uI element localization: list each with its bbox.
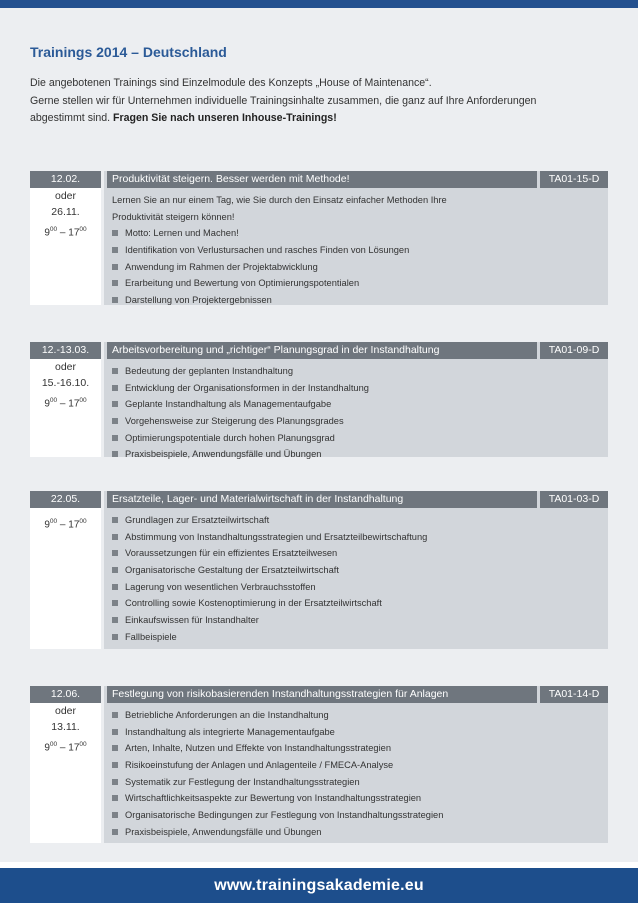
square-bullet-icon bbox=[112, 368, 118, 374]
topic-text: Arten, Inhalte, Nutzen und Effekte von Instandhaltungsstrategien bbox=[125, 743, 392, 754]
date-column bbox=[30, 342, 104, 457]
time-sep: – bbox=[57, 742, 69, 754]
training-title: Produktivität steigern. Besser werden mit Methode! bbox=[107, 171, 537, 188]
topic-item bbox=[112, 579, 602, 596]
time-end-sup: 00 bbox=[79, 518, 87, 525]
topic-text: Einkaufswissen für Instandhalter bbox=[125, 615, 259, 626]
training-title: Arbeitsvorbereitung und „richtiger“ Planungsgrad in der Instandhaltung bbox=[107, 342, 537, 359]
time-sep: – bbox=[57, 519, 69, 531]
topic-item bbox=[112, 225, 602, 242]
time-range bbox=[30, 397, 101, 409]
topic-item bbox=[112, 724, 602, 741]
topic-item bbox=[112, 529, 602, 546]
square-bullet-icon bbox=[112, 745, 118, 751]
time-end: 17 bbox=[68, 742, 80, 754]
training-content bbox=[107, 491, 608, 649]
training-code: TA01-15-D bbox=[540, 171, 608, 188]
date-primary: 12.-13.03. bbox=[30, 342, 101, 359]
topic-item bbox=[112, 396, 602, 413]
square-bullet-icon bbox=[112, 297, 118, 303]
topic-text: Controlling sowie Kostenoptimierung in der Ersatzteilwirtschaft bbox=[125, 598, 382, 609]
square-bullet-icon bbox=[112, 264, 118, 270]
training-content bbox=[107, 342, 608, 460]
training-content bbox=[107, 686, 608, 843]
topic-item bbox=[112, 824, 602, 841]
time-end: 17 bbox=[68, 519, 80, 531]
topic-item bbox=[112, 292, 602, 309]
square-bullet-icon bbox=[112, 418, 118, 424]
topic-text: Vorgehensweise zur Steigerung des Planungsgrades bbox=[125, 416, 344, 427]
page-title: Trainings 2014 – Deutschland bbox=[30, 44, 227, 60]
training-topics bbox=[112, 707, 602, 841]
topic-text: Produktivität steigern können! bbox=[112, 211, 235, 222]
time-start-sup: 00 bbox=[49, 741, 58, 748]
training-content bbox=[107, 171, 608, 305]
time-range bbox=[30, 226, 101, 238]
square-bullet-icon bbox=[112, 567, 118, 573]
topic-text: Lagerung von wesentlichen Verbrauchsstoffen bbox=[125, 581, 316, 592]
top-accent-bar bbox=[0, 0, 638, 8]
description-line bbox=[112, 209, 602, 226]
date-column bbox=[30, 171, 104, 305]
topic-text: Lernen Sie an nur einem Tag, wie Sie durch den Einsatz einfacher Methoden Ihre bbox=[112, 195, 447, 205]
topic-text: Identifikation von Verlustursachen und rasches Finden von Lösungen bbox=[125, 245, 410, 256]
time-end-sup: 00 bbox=[79, 741, 87, 748]
square-bullet-icon bbox=[112, 401, 118, 407]
topic-item bbox=[112, 363, 602, 380]
date-alternative: 15.-16.10. bbox=[41, 377, 90, 389]
footer-bar bbox=[0, 868, 638, 903]
square-bullet-icon bbox=[112, 584, 118, 590]
date-primary: 22.05. bbox=[30, 491, 101, 508]
time-end-sup: 00 bbox=[79, 397, 87, 404]
square-bullet-icon bbox=[112, 634, 118, 640]
topic-text: Betriebliche Anforderungen an die Instandhaltung bbox=[125, 710, 329, 720]
square-bullet-icon bbox=[112, 247, 118, 253]
square-bullet-icon bbox=[112, 280, 118, 286]
topic-item bbox=[112, 740, 602, 757]
topic-item bbox=[112, 707, 602, 724]
date-alternative: 26.11. bbox=[51, 206, 80, 218]
time-start: 9 bbox=[44, 398, 50, 410]
topic-item bbox=[112, 757, 602, 774]
topic-item bbox=[112, 629, 602, 646]
topic-item bbox=[112, 595, 602, 612]
training-block bbox=[30, 171, 608, 305]
topic-item bbox=[112, 790, 602, 807]
topic-item bbox=[112, 413, 602, 430]
topic-item bbox=[112, 774, 602, 791]
square-bullet-icon bbox=[112, 779, 118, 785]
square-bullet-icon bbox=[112, 729, 118, 735]
description-line bbox=[112, 192, 602, 209]
topic-text: Geplante Instandhaltung als Managementaufgabe bbox=[125, 399, 332, 410]
square-bullet-icon bbox=[112, 550, 118, 556]
square-bullet-icon bbox=[112, 435, 118, 441]
topic-item bbox=[112, 430, 602, 447]
intro-line-3-plain: abgestimmt sind. bbox=[30, 112, 111, 124]
topic-item bbox=[112, 612, 602, 629]
intro-line-3 bbox=[30, 110, 610, 128]
square-bullet-icon bbox=[112, 600, 118, 606]
square-bullet-icon bbox=[112, 517, 118, 523]
training-topics bbox=[112, 512, 602, 646]
time-sep: – bbox=[57, 227, 69, 239]
topic-text: Instandhaltung als integrierte Managementaufgabe bbox=[125, 726, 335, 737]
time-end: 17 bbox=[68, 227, 80, 239]
date-primary: 12.06. bbox=[30, 686, 101, 703]
topic-item bbox=[112, 242, 602, 259]
inhouse-callout: Fragen Sie nach unseren Inhouse-Trainings! bbox=[113, 112, 337, 124]
topic-text: Organisatorische Gestaltung der Ersatzteilwirtschaft bbox=[125, 565, 339, 576]
time-end: 17 bbox=[68, 398, 80, 410]
topic-item bbox=[112, 562, 602, 579]
intro-text bbox=[30, 75, 610, 128]
square-bullet-icon bbox=[112, 617, 118, 623]
square-bullet-icon bbox=[112, 534, 118, 540]
training-block bbox=[30, 686, 608, 843]
time-start-sup: 00 bbox=[49, 518, 58, 525]
date-separator: oder bbox=[54, 705, 76, 717]
time-start-sup: 00 bbox=[49, 226, 58, 233]
time-sep: – bbox=[57, 398, 69, 410]
square-bullet-icon bbox=[112, 230, 118, 236]
topic-text: Anwendung im Rahmen der Projektabwicklung bbox=[125, 261, 318, 272]
topic-text: Abstimmung von Instandhaltungsstrategien und Ersatzteilbewirtschaftung bbox=[125, 531, 428, 542]
website-link[interactable]: www.trainingsakademie.eu bbox=[214, 876, 424, 894]
square-bullet-icon bbox=[112, 795, 118, 801]
training-code: TA01-14-D bbox=[540, 686, 608, 703]
intro-line-2: Gerne stellen wir für Unternehmen individuelle Trainingsinhalte zusammen, die ganz auf Ihre Anforderungen bbox=[30, 94, 537, 107]
date-column bbox=[30, 491, 104, 649]
square-bullet-icon bbox=[112, 712, 118, 718]
training-block bbox=[30, 491, 608, 649]
topic-item bbox=[112, 446, 602, 463]
topic-item bbox=[112, 512, 602, 529]
topic-item bbox=[112, 275, 602, 292]
topic-text: Bedeutung der geplanten Instandhaltung bbox=[125, 366, 294, 376]
time-start: 9 bbox=[44, 227, 50, 239]
topic-text: Optimierungspotentiale durch hohen Planungsgrad bbox=[125, 432, 335, 443]
date-separator: oder bbox=[54, 190, 76, 202]
training-title: Festlegung von risikobasierenden Instandhaltungsstrategien für Anlagen bbox=[107, 686, 537, 703]
training-topics bbox=[112, 192, 602, 309]
topic-text: Grundlagen zur Ersatzteilwirtschaft bbox=[125, 515, 270, 525]
date-column bbox=[30, 686, 104, 843]
time-start: 9 bbox=[44, 742, 50, 754]
topic-text: Praxisbeispiele, Anwendungsfälle und Übungen bbox=[125, 826, 322, 837]
time-range bbox=[30, 741, 101, 753]
topic-text: Voraussetzungen für ein effizientes Ersatzteilwesen bbox=[125, 548, 338, 559]
topic-text: Systematik zur Festlegung der Instandhaltungsstrategien bbox=[125, 776, 360, 787]
topic-text: Darstellung von Projektergebnissen bbox=[125, 295, 272, 306]
topic-text: Risikoeinstufung der Anlagen und Anlagenteile / FMECA-Analyse bbox=[125, 760, 394, 771]
topic-item bbox=[112, 259, 602, 276]
square-bullet-icon bbox=[112, 762, 118, 768]
date-primary: 12.02. bbox=[30, 171, 101, 188]
topic-item bbox=[112, 545, 602, 562]
square-bullet-icon bbox=[112, 812, 118, 818]
intro-line-1: Die angebotenen Trainings sind Einzelmodule des Konzepts „House of Maintenance“. bbox=[30, 77, 432, 89]
training-title: Ersatzteile, Lager- und Materialwirtschaft in der Instandhaltung bbox=[107, 491, 537, 508]
topic-text: Organisatorische Bedingungen zur Festlegung von Instandhaltungsstrategien bbox=[125, 810, 444, 821]
training-code: TA01-09-D bbox=[540, 342, 608, 359]
time-start: 9 bbox=[44, 519, 50, 531]
topic-text: Praxisbeispiele, Anwendungsfälle und Übungen bbox=[125, 449, 322, 460]
training-block bbox=[30, 342, 608, 460]
training-topics bbox=[112, 363, 602, 463]
topic-text: Motto: Lernen und Machen! bbox=[125, 228, 239, 239]
topic-text: Wirtschaftlichkeitsaspekte zur Bewertung von Instandhaltungsstrategien bbox=[125, 793, 422, 804]
date-separator: oder bbox=[54, 361, 76, 373]
topic-item bbox=[112, 380, 602, 397]
date-alternative: 13.11. bbox=[51, 721, 80, 733]
square-bullet-icon bbox=[112, 451, 118, 457]
training-code: TA01-03-D bbox=[540, 491, 608, 508]
topic-text: Erarbeitung und Bewertung von Optimierungspotentialen bbox=[125, 278, 360, 289]
topic-item bbox=[112, 807, 602, 824]
time-end-sup: 00 bbox=[79, 226, 87, 233]
time-start-sup: 00 bbox=[49, 397, 58, 404]
square-bullet-icon bbox=[112, 385, 118, 391]
topic-text: Entwicklung der Organisationsformen in der Instandhaltung bbox=[125, 382, 369, 393]
time-range bbox=[30, 518, 101, 530]
topic-text: Fallbeispiele bbox=[125, 631, 177, 642]
square-bullet-icon bbox=[112, 829, 118, 835]
